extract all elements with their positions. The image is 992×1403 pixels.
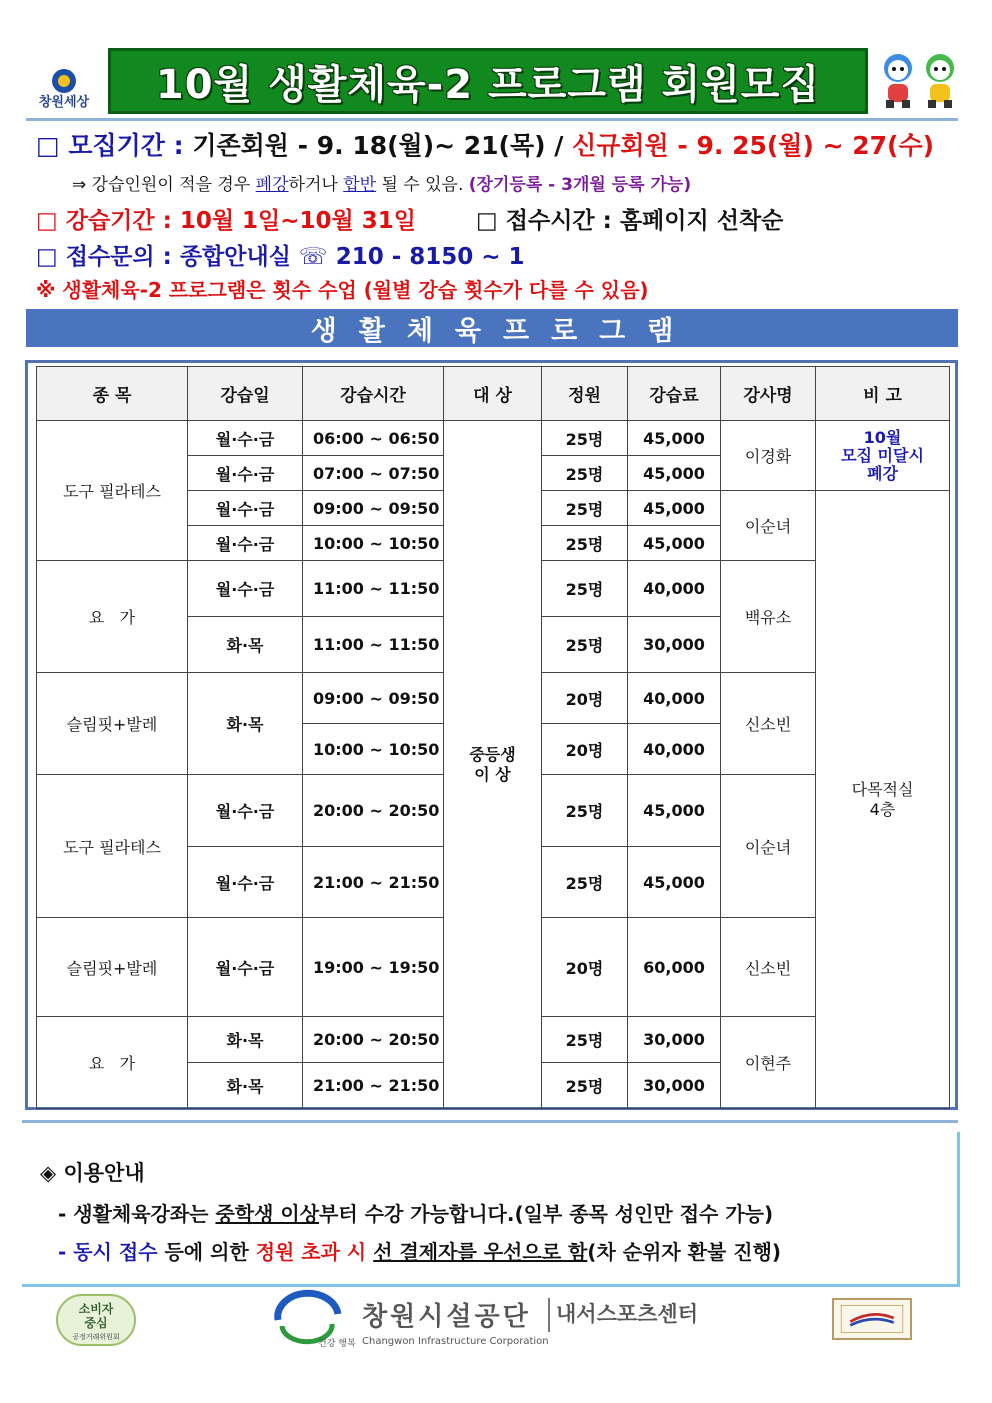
- usage-title: ◈ 이용안내: [40, 1161, 145, 1185]
- class-time: 06:00 ~ 06:50: [303, 421, 444, 456]
- instructor: 이경화: [721, 421, 816, 491]
- class-time: 20:00 ~ 20:50: [303, 775, 444, 847]
- class-period: □ 강습기간 : 10월 1일~10월 31일 □ 접수시간 : 홈페이지 선착순: [36, 208, 784, 234]
- reception-time: □ 접수시간 : 홈페이지 선착순: [476, 208, 784, 234]
- table-header: 대 상: [444, 367, 542, 421]
- program-name: 슬림핏+발레: [37, 673, 188, 775]
- capacity: 25명: [542, 1017, 628, 1063]
- divider: [26, 118, 958, 121]
- mascot-icon: [918, 50, 962, 112]
- page-title: 10월 생활체육-2 프로그램 회원모집: [155, 61, 821, 108]
- note-closing: 10월 모집 미달시 폐강: [816, 421, 950, 491]
- svg-text:창원세상: 창원세상: [38, 95, 90, 110]
- instructor: 이순녀: [721, 775, 816, 918]
- class-days: 화·목: [188, 617, 303, 673]
- table-header: 강습일: [188, 367, 303, 421]
- fee: 30,000: [628, 1063, 721, 1109]
- class-time: 09:00 ~ 09:50: [303, 491, 444, 526]
- capacity: 25명: [542, 617, 628, 673]
- recruit-period: □ 모집기간 : 기존회원 - 9. 18(월)~ 21(목) / 신규회원 - 9. 25(월) ~ 27(수): [36, 131, 935, 160]
- svg-text:건강 행복: 건강 행복: [318, 1339, 356, 1349]
- city-logo-icon: [26, 50, 102, 112]
- table-row: [37, 421, 950, 456]
- fee: 30,000: [628, 617, 721, 673]
- fee: 40,000: [628, 724, 721, 775]
- note-location: 다목적실 4층: [816, 491, 950, 1109]
- class-days: 월·수·금: [188, 526, 303, 561]
- class-days: 월·수·금: [188, 421, 303, 456]
- remark: ※ 생활체육-2 프로그램은 횟수 수업 (월별 강습 횟수가 다를 수 있음): [36, 278, 649, 302]
- table-header: 강사명: [721, 367, 816, 421]
- instructor: 이순녀: [721, 491, 816, 561]
- usage-line: - 동시 접수 등에 의한 정원 초과 시 선 결제자를 우선으로 함(차 순위자 환불 진행): [58, 1240, 782, 1264]
- capacity: 25명: [542, 491, 628, 526]
- section-title: 생활체육프로그램: [310, 315, 696, 347]
- consumer-badge: 소비자 중심 공정거래위원회: [56, 1294, 136, 1346]
- capacity: 25명: [542, 526, 628, 561]
- capacity: 20명: [542, 673, 628, 724]
- corporation-logo-icon: [268, 1290, 356, 1350]
- class-time: 09:00 ~ 09:50: [303, 673, 444, 724]
- program-name: 도구 필라테스: [37, 775, 188, 918]
- capacity: 20명: [542, 918, 628, 1017]
- section-bar: [26, 309, 958, 347]
- class-days: 화·목: [188, 1017, 303, 1063]
- program-name: 요 가: [37, 1017, 188, 1109]
- class-days: 월·수·금: [188, 775, 303, 847]
- class-time: 20:00 ~ 20:50: [303, 1017, 444, 1063]
- program-table-frame: [25, 360, 958, 1110]
- table-header: 종 목: [37, 367, 188, 421]
- program-name: 슬림핏+발레: [37, 918, 188, 1017]
- instructor: 이현주: [721, 1017, 816, 1109]
- fee: 45,000: [628, 775, 721, 847]
- org-name-en: Changwon Infrastructure Corporation: [362, 1336, 549, 1347]
- class-time: 21:00 ~ 21:50: [303, 847, 444, 918]
- divider: [22, 1120, 958, 1123]
- fee: 45,000: [628, 421, 721, 456]
- org-name: 창원시설공단: [362, 1302, 531, 1332]
- divider: [548, 1298, 550, 1332]
- fee: 60,000: [628, 918, 721, 1017]
- class-time: 11:00 ~ 11:50: [303, 561, 444, 617]
- capacity: 25명: [542, 456, 628, 491]
- fee: 45,000: [628, 456, 721, 491]
- table-header-row: [37, 367, 950, 421]
- mascot-icon: [876, 50, 920, 112]
- instructor: 신소빈: [721, 918, 816, 1017]
- target-group: 중등생 이 상: [444, 421, 542, 1109]
- class-days: 월·수·금: [188, 918, 303, 1017]
- class-days: 월·수·금: [188, 561, 303, 617]
- closing-note: ⇒ 강습인원이 적을 경우 폐강하거나 합반 될 수 있음. (장기등록 - 3개월 등록 가능): [72, 175, 692, 195]
- class-time: 19:00 ~ 19:50: [303, 918, 444, 1017]
- class-days: 월·수·금: [188, 456, 303, 491]
- capacity: 25명: [542, 775, 628, 847]
- class-time: 10:00 ~ 10:50: [303, 724, 444, 775]
- program-table: [36, 366, 950, 1109]
- fee: 45,000: [628, 491, 721, 526]
- certification-icon: [832, 1298, 912, 1340]
- table-header: 강습료: [628, 367, 721, 421]
- fee: 40,000: [628, 561, 721, 617]
- class-time: 07:00 ~ 07:50: [303, 456, 444, 491]
- table-header: 비 고: [816, 367, 950, 421]
- class-days: 화·목: [188, 673, 303, 775]
- class-time: 21:00 ~ 21:50: [303, 1063, 444, 1109]
- fee: 30,000: [628, 1017, 721, 1063]
- capacity: 25명: [542, 561, 628, 617]
- table-header: 강습시간: [303, 367, 444, 421]
- class-days: 월·수·금: [188, 847, 303, 918]
- instructor: 신소빈: [721, 673, 816, 775]
- instructor: 백유소: [721, 561, 816, 673]
- capacity: 25명: [542, 421, 628, 456]
- fee: 45,000: [628, 847, 721, 918]
- program-name: 요 가: [37, 561, 188, 673]
- inquiry: □ 접수문의 : 종합안내실 ☏ 210 - 8150 ~ 1: [36, 244, 525, 270]
- class-time: 11:00 ~ 11:50: [303, 617, 444, 673]
- fee: 40,000: [628, 673, 721, 724]
- header: [26, 44, 958, 120]
- class-days: 월·수·금: [188, 491, 303, 526]
- capacity: 25명: [542, 847, 628, 918]
- program-name: 도구 필라테스: [37, 421, 188, 561]
- class-days: 화·목: [188, 1063, 303, 1109]
- table-header: 정원: [542, 367, 628, 421]
- usage-line: - 생활체육강좌는 중학생 이상부터 수강 가능합니다.(일부 종목 성인만 접수 가능): [58, 1202, 774, 1226]
- capacity: 25명: [542, 1063, 628, 1109]
- class-time: 10:00 ~ 10:50: [303, 526, 444, 561]
- capacity: 20명: [542, 724, 628, 775]
- fee: 45,000: [628, 526, 721, 561]
- center-name: 내서스포츠센터: [556, 1302, 699, 1326]
- title-banner: [108, 48, 868, 114]
